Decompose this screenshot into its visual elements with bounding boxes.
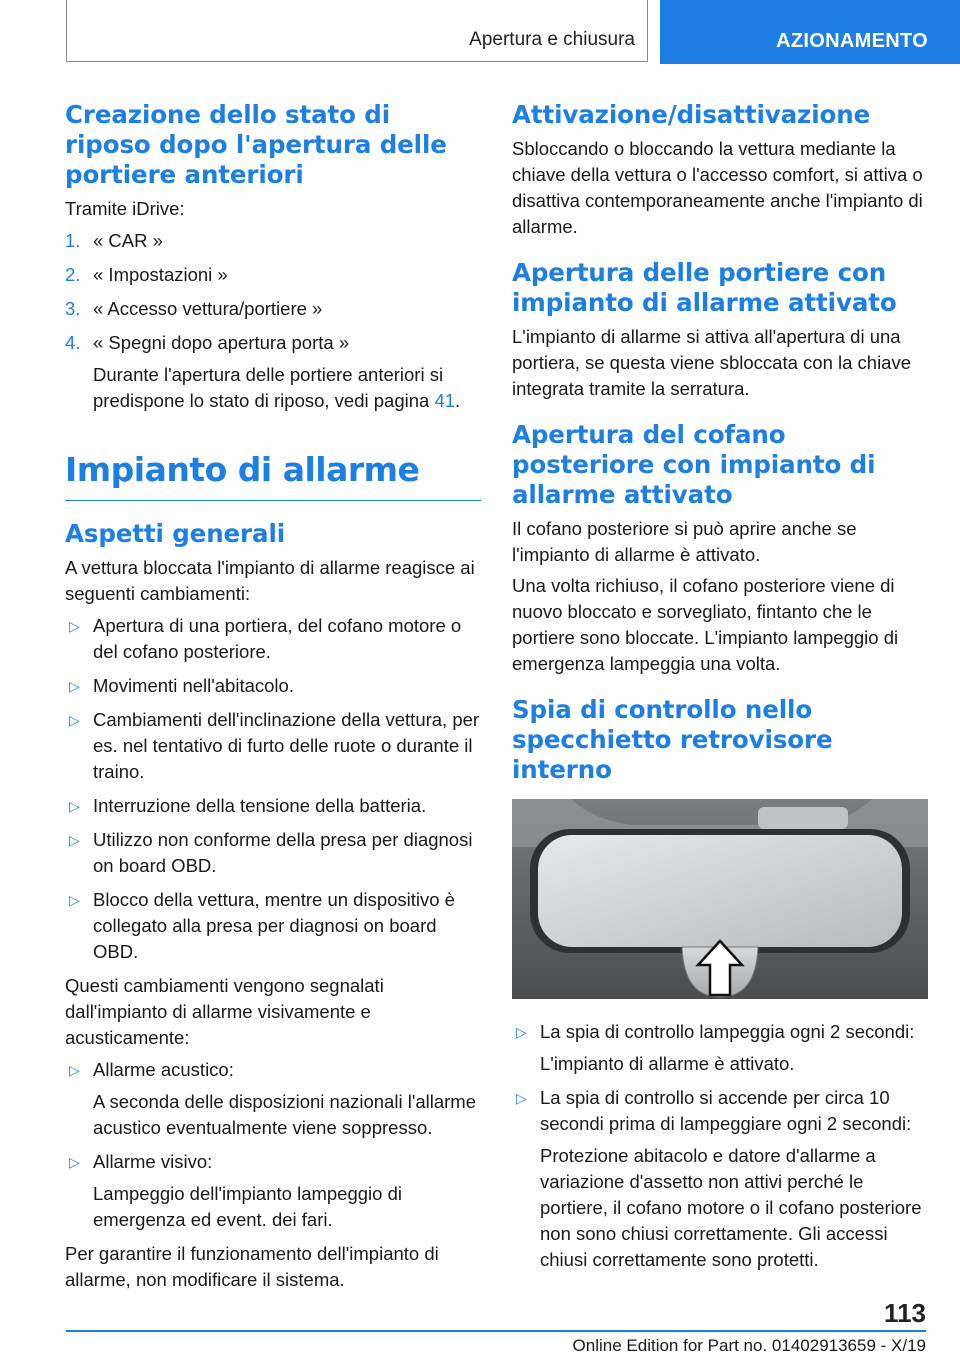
rearview-mirror-illustration (512, 799, 928, 999)
sleep-steps-list (65, 228, 481, 414)
list-item (65, 673, 481, 699)
list-item-text: Movimenti nell'abitacolo. (93, 675, 294, 696)
alarm-system-heading: Impianto di allarme (65, 450, 481, 501)
activation-heading: Attivazione/disattivazione (512, 100, 871, 129)
header-chapter-title: AZIONAMENTO (776, 30, 928, 52)
tailgate-text-1: Il cofano posteriore si può aprire anche se l'impianto di allarme è attivato. (512, 518, 857, 565)
tailgate-heading: Apertura del cofano posteriore con impianto di allarme attivato (512, 420, 876, 509)
alarm-system-section (65, 450, 481, 1293)
list-item (65, 1057, 481, 1141)
edition-text: Online Edition for Part no. 01402913659 - X/19 (572, 1336, 926, 1355)
list-item (65, 1149, 481, 1233)
triangle-bullet-icon: ▷ (69, 832, 80, 848)
doors-block (512, 258, 928, 402)
list-item-text: Interruzione della tensione della batteria. (93, 795, 427, 816)
indicator-list (512, 1019, 928, 1273)
indicator-heading: Spia di controllo nello specchietto retrovisore interno (512, 695, 833, 784)
header-section-title: Apertura e chiusura (469, 29, 635, 50)
list-item (65, 793, 481, 819)
general-aspects-block (65, 519, 481, 1293)
doors-text: L'impianto di allarme si attiva all'apertura di una portiera, se questa viene sbloccata con la chiave integrata tramite la serratura. (512, 326, 912, 399)
page-header (0, 0, 960, 64)
signal-detail: Lampeggio dell'impianto lampeggio di emergenza ed event. dei fari. (93, 1183, 402, 1230)
list-item-text: La spia di controllo si accende per circa 10 secondi prima di lampeggiare ogni 2 secondi: (540, 1087, 912, 1134)
sleep-state-heading: Creazione dello stato di riposo dopo l'apertura delle portiere anteriori (65, 100, 447, 189)
list-item-text: Cambiamenti dell'inclinazione della vettura, per es. nel tentativo di furto delle ruote o durante il traino. (93, 709, 480, 782)
list-item-text: Utilizzo non conforme della presa per diagnosi on board OBD. (93, 829, 473, 876)
header-section-box (66, 0, 648, 62)
triangle-bullet-icon: ▷ (516, 1024, 527, 1040)
signal-label: Allarme visivo: (93, 1151, 213, 1172)
step-detail-text: Durante l'apertura delle portiere anteriori si predispone lo stato di riposo, vedi pagina (93, 364, 444, 411)
closing-text: Per garantire il funzionamento dell'impianto di allarme, non modificare il sistema. (65, 1243, 439, 1290)
step-number: 4. (65, 332, 81, 353)
list-item (512, 1019, 928, 1077)
step-item (65, 296, 481, 322)
step-item (65, 262, 481, 288)
header-chapter-tab (660, 0, 960, 64)
signals-list (65, 1057, 481, 1233)
step-detail (93, 362, 481, 414)
right-column (512, 100, 928, 1281)
step-detail-period: . (455, 390, 461, 411)
step-text: « Impostazioni » (93, 264, 228, 285)
list-item (65, 707, 481, 785)
signal-detail: A seconda delle disposizioni nazionali l'allarme acustico eventualmente viene soppresso. (93, 1091, 477, 1138)
signal-text: Questi cambiamenti vengono segnalati dall'impianto di allarme visivamente e acusticamente: (65, 975, 384, 1048)
triangle-bullet-icon: ▷ (69, 712, 80, 728)
sleep-intro: Tramite iDrive: (65, 198, 185, 219)
general-intro: A vettura bloccata l'impianto di allarme reagisce ai seguenti cambiamenti: (65, 557, 475, 604)
page-number: 113 (884, 1298, 926, 1328)
list-item-text: La spia di controllo lampeggia ogni 2 secondi: (540, 1021, 915, 1042)
list-item-text: Blocco della vettura, mentre un dispositivo è collegato alla presa per diagnosi on board OBD. (93, 889, 455, 962)
triangle-bullet-icon: ▷ (516, 1090, 527, 1106)
list-item (65, 887, 481, 965)
step-number: 2. (65, 264, 81, 285)
list-item-text: Apertura di una portiera, del cofano motore o del cofano posteriore. (93, 615, 462, 662)
signal-label: Allarme acustico: (93, 1059, 234, 1080)
list-item-detail: Protezione abitacolo e datore d'allarme a variazione d'assetto non attivi perché le portiere, il cofano motore o il cofano posteriore non sono chiusi correttamente. Gli accessi chiusi correttamente sono protetti. (540, 1145, 922, 1270)
tailgate-text-2: Una volta richiuso, il cofano posteriore viene di nuovo bloccato e sorvegliato, fintanto che le portiere sono bloccate. L'impianto lampeggio di emergenza lampeggia una volta. (512, 575, 899, 674)
triangle-bullet-icon: ▷ (69, 892, 80, 908)
doors-heading: Apertura delle portiere con impianto di allarme attivato (512, 258, 897, 317)
tailgate-block (512, 420, 928, 677)
list-item (512, 1085, 928, 1273)
step-item (65, 330, 481, 414)
triangle-bullet-icon: ▷ (69, 1062, 80, 1078)
triangle-bullet-icon: ▷ (69, 798, 80, 814)
step-item (65, 228, 481, 254)
triangle-bullet-icon: ▷ (69, 678, 80, 694)
left-column (65, 100, 481, 1298)
triangle-bullet-icon: ▷ (69, 618, 80, 634)
footer-divider (66, 1330, 926, 1332)
triangle-bullet-icon: ▷ (69, 1154, 80, 1170)
step-text: « Accesso vettura/portiere » (93, 298, 323, 319)
list-item (65, 827, 481, 879)
indicator-block (512, 695, 928, 1273)
changes-list (65, 613, 481, 965)
step-number: 1. (65, 230, 81, 251)
activation-text: Sbloccando o bloccando la vettura mediante la chiave della vettura o l'accesso comfort, si attiva o disattiva contemporaneamente anche l'impianto di allarme. (512, 138, 923, 237)
general-aspects-heading: Aspetti generali (65, 519, 286, 548)
list-item-detail: L'impianto di allarme è attivato. (540, 1053, 795, 1074)
step-number: 3. (65, 298, 81, 319)
list-item (65, 613, 481, 665)
step-text: « Spegni dopo apertura porta » (93, 332, 350, 353)
page-reference-link[interactable]: 41 (434, 390, 456, 411)
step-text: « CAR » (93, 230, 163, 251)
